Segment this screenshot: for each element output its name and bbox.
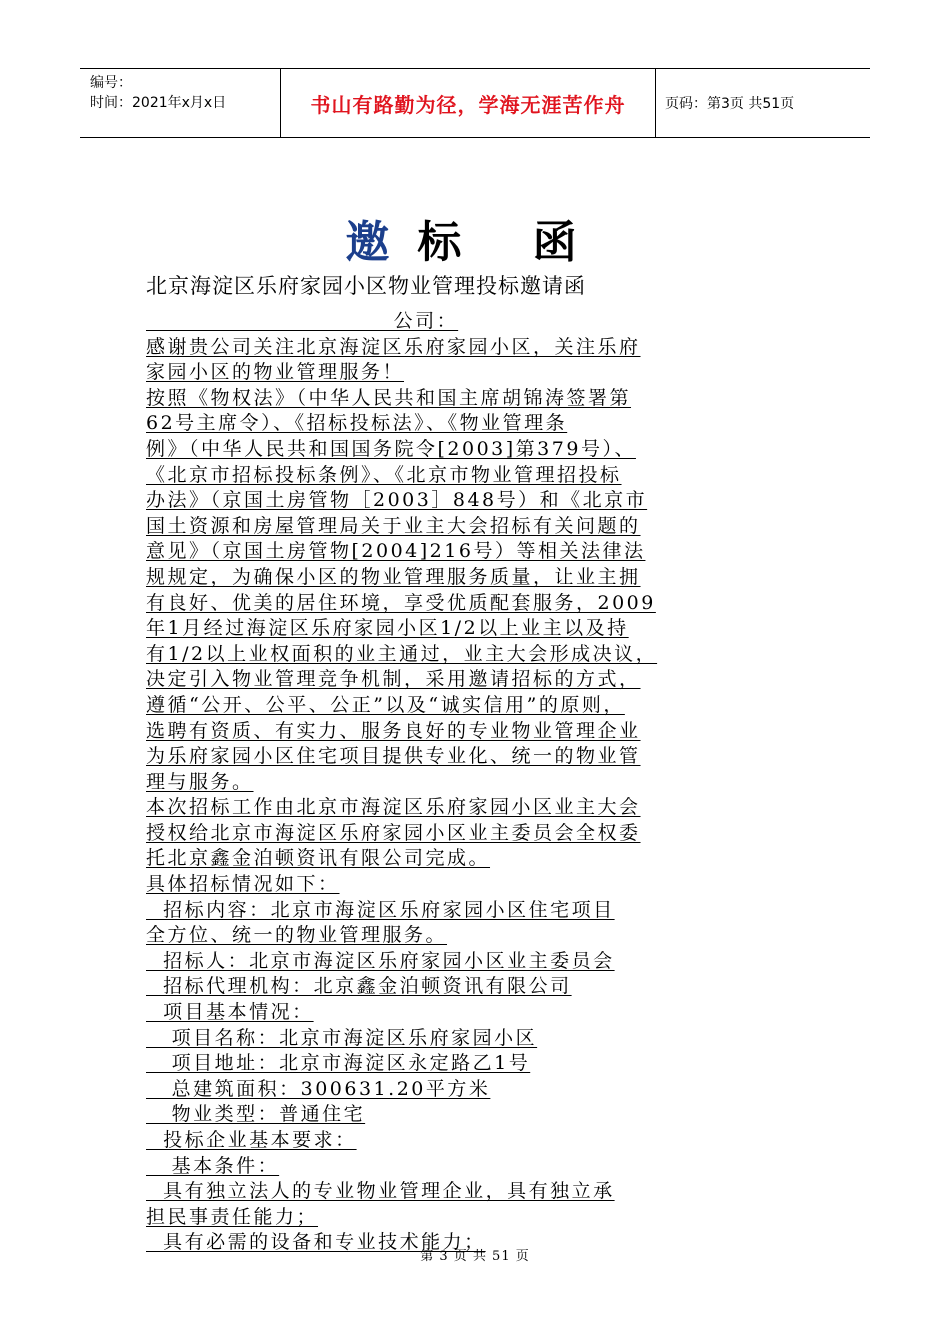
body-line bbox=[146, 795, 836, 821]
body-line bbox=[146, 642, 836, 668]
body-line bbox=[146, 411, 836, 437]
body-text bbox=[146, 309, 836, 1256]
title-rest: 标 函 bbox=[417, 217, 605, 268]
body-line-text: 全方位、统一的物业管理服务。 bbox=[146, 924, 448, 947]
body-line bbox=[146, 846, 836, 872]
body-line bbox=[146, 309, 836, 335]
body-line-text: 决定引入物业管理竞争机制，采用邀请招标的方式， bbox=[146, 668, 641, 691]
body-line bbox=[146, 898, 836, 924]
body-line-text: 办法》（京国土房管物［2003］848号）和《北京市 bbox=[146, 489, 648, 512]
body-line bbox=[146, 488, 836, 514]
body-line-text: 招标代理机构：北京鑫金泊顿资讯有限公司 bbox=[146, 975, 572, 998]
body-line-text: 理与服务。 bbox=[146, 770, 254, 793]
body-line bbox=[146, 1102, 836, 1128]
body-line-text: 遵循“公开、公平、公正”以及“诚实信用”的原则， bbox=[146, 693, 625, 716]
body-line bbox=[146, 1128, 836, 1154]
body-line-text: 招标人：北京市海淀区乐府家园小区业主委员会 bbox=[146, 949, 615, 972]
body-line-text: 按照《物权法》（中华人民共和国主席胡锦涛签署第 bbox=[146, 386, 632, 409]
body-line bbox=[146, 591, 836, 617]
body-line-text: 例》（中华人民共和国国务院令[2003]第379号）、 bbox=[146, 437, 636, 460]
body-line bbox=[146, 949, 836, 975]
page-title bbox=[0, 206, 950, 270]
body-line-text: 具体招标情况如下： bbox=[146, 873, 340, 896]
body-line bbox=[146, 1026, 836, 1052]
time-label: 时间：2021年x月x日 bbox=[90, 95, 227, 111]
body-line-text: 招标内容：北京市海淀区乐府家园小区住宅项目 bbox=[146, 898, 615, 921]
body-line-text: 为乐府家园小区住宅项目提供专业化、统一的物业管 bbox=[146, 745, 641, 768]
body-line-text: 基本条件： bbox=[146, 1154, 280, 1177]
body-line-text: 总建筑面积：300631.20平方米 bbox=[146, 1077, 491, 1100]
body-line-text: 有1/2以上业权面积的业主通过，业主大会形成决议， bbox=[146, 642, 658, 665]
header-motto-cell bbox=[280, 69, 656, 137]
body-line-text: 公司： bbox=[146, 310, 459, 332]
body-line-text: 有良好、优美的居住环境，享受优质配套服务，2009 bbox=[146, 591, 656, 614]
body-line-text: 《北京市招标投标条例》、《北京市物业管理招投标 bbox=[146, 463, 622, 486]
body-line-text: 具有必需的设备和专业技术能力； bbox=[146, 1231, 486, 1254]
body-line bbox=[146, 1179, 836, 1205]
body-line-text: 62号主席令）、《招标投标法》、《物业管理条 bbox=[146, 412, 568, 435]
body-line-text: 托北京鑫金泊顿资讯有限公司完成。 bbox=[146, 847, 491, 870]
body-line-text: 项目名称：北京市海淀区乐府家园小区 bbox=[146, 1026, 538, 1049]
body-line bbox=[146, 1051, 836, 1077]
body-line-text: 规规定，为确保小区的物业管理服务质量，让业主拥 bbox=[146, 565, 641, 588]
document-subtitle: 北京海淀区乐府家园小区物业管理投标邀请函 bbox=[146, 274, 586, 298]
body-line-text: 具有独立法人的专业物业管理企业，具有独立承 bbox=[146, 1180, 615, 1203]
document-header bbox=[80, 68, 870, 138]
code-label: 编号： bbox=[90, 75, 132, 91]
body-line bbox=[146, 463, 836, 489]
page-footer: 第 3 页 共 51 页 bbox=[420, 1249, 530, 1264]
body-line bbox=[146, 923, 836, 949]
body-line-text: 年1月经过海淀区乐府家园小区1/2以上业主以及持 bbox=[146, 617, 629, 640]
body-line bbox=[146, 744, 836, 770]
body-line bbox=[146, 821, 836, 847]
body-line bbox=[146, 974, 836, 1000]
header-meta bbox=[80, 69, 280, 137]
body-line bbox=[146, 360, 836, 386]
body-line-text: 家园小区的物业管理服务！ bbox=[146, 361, 405, 384]
body-line bbox=[146, 770, 836, 796]
page-info-text: 页码：第3页 共51页 bbox=[665, 96, 795, 112]
body-line bbox=[146, 693, 836, 719]
body-line bbox=[146, 667, 836, 693]
motto-text: 书山有路勤为径，学海无涯苦作舟 bbox=[310, 92, 626, 117]
body-line-text: 物业类型：普通住宅 bbox=[146, 1103, 366, 1126]
body-line-text: 感谢贵公司关注北京海淀区乐府家园小区，关注乐府 bbox=[146, 335, 641, 358]
body-line bbox=[146, 719, 836, 745]
body-line-text: 项目地址：北京市海淀区永定路乙1号 bbox=[146, 1052, 531, 1075]
body-line bbox=[146, 386, 836, 412]
body-line bbox=[146, 1000, 836, 1026]
body-line bbox=[146, 514, 836, 540]
title-first-char: 邀 bbox=[345, 217, 418, 268]
body-line-text: 本次招标工作由北京市海淀区乐府家园小区业主大会 bbox=[146, 796, 641, 819]
body-line bbox=[146, 437, 836, 463]
body-line bbox=[146, 1077, 836, 1103]
body-line bbox=[146, 616, 836, 642]
body-line-text: 担民事责任能力； bbox=[146, 1205, 319, 1228]
body-line-text: 选聘有资质、有实力、服务良好的专业物业管理企业 bbox=[146, 719, 641, 742]
body-line bbox=[146, 872, 836, 898]
body-line bbox=[146, 539, 836, 565]
header-page-info bbox=[655, 69, 870, 137]
body-line bbox=[146, 1154, 836, 1180]
body-line-text: 项目基本情况： bbox=[146, 1001, 314, 1024]
body-line-text: 国土资源和房屋管理局关于业主大会招标有关问题的 bbox=[146, 514, 641, 537]
body-line-text: 投标企业基本要求： bbox=[146, 1129, 357, 1151]
body-line bbox=[146, 1205, 836, 1231]
body-line bbox=[146, 565, 836, 591]
body-line-text: 授权给北京市海淀区乐府家园小区业主委员会全权委 bbox=[146, 821, 641, 844]
body-line bbox=[146, 335, 836, 361]
body-line-text: 意见》（京国土房管物[2004]216号）等相关法律法 bbox=[146, 540, 646, 563]
